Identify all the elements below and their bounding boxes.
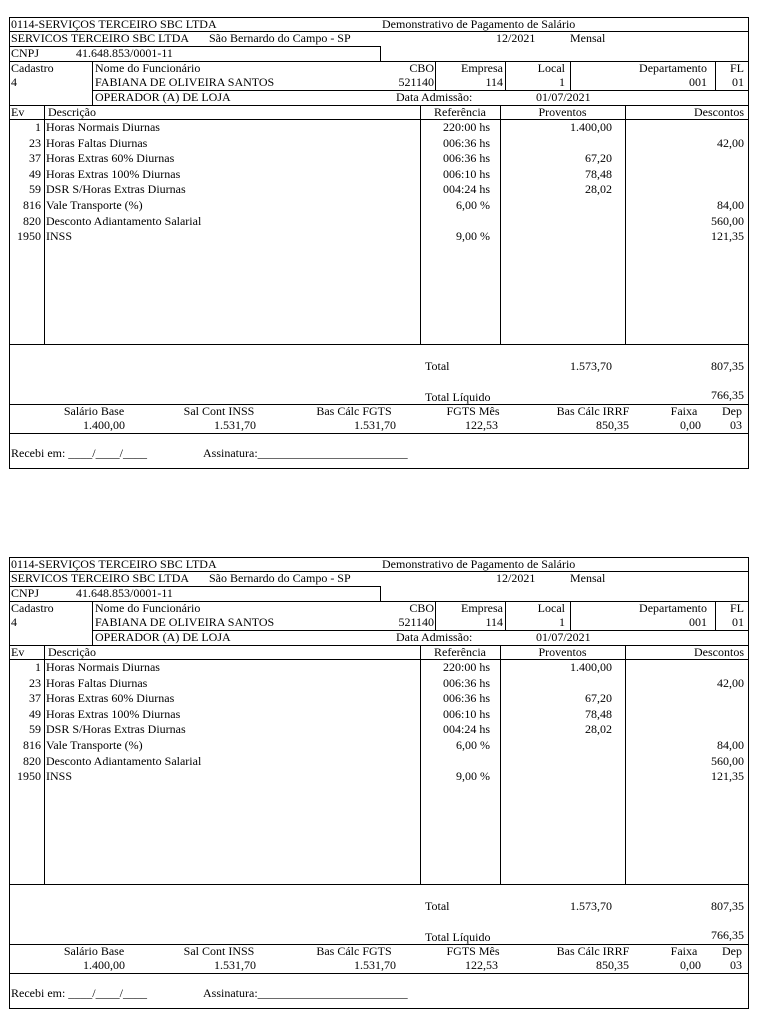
item-ev: 23 [29, 675, 41, 690]
recebi-em: Recebi em: ____/____/____ [11, 986, 147, 1000]
item-descontos: 84,00 [717, 738, 744, 752]
empresa-label: Empresa [461, 601, 503, 615]
total-proventos: 1.573,70 [570, 359, 612, 373]
assinatura: Assinatura:_________________________ [203, 986, 408, 1000]
salario-base-value: 1.400,00 [83, 418, 125, 432]
item-proventos: 67,20 [585, 151, 612, 166]
departamento-label: Departamento [639, 61, 707, 75]
table-row [9, 183, 749, 199]
fgts-mes-label: FGTS Mês [446, 404, 500, 418]
salario-base-label: Salário Base [63, 944, 125, 958]
item-ev: 816 [23, 198, 41, 212]
cadastro-label: Cadastro [11, 61, 54, 75]
item-ev: 816 [23, 738, 41, 752]
dep-value: 03 [730, 958, 742, 972]
item-description: Horas Extras 60% Diurnas [46, 691, 175, 706]
departamento-value: 001 [689, 75, 707, 89]
cbo-label: CBO [409, 601, 434, 615]
total-proventos: 1.573,70 [570, 899, 612, 913]
assinatura: Assinatura:_________________________ [203, 446, 408, 460]
payment-type: Mensal [570, 31, 606, 45]
nome-label: Nome do Funcionário [95, 61, 201, 75]
cbo-label: CBO [409, 61, 434, 75]
company-name: SERVICOS TERCEIRO SBC LTDA [11, 31, 190, 45]
item-description: Horas Faltas Diurnas [46, 675, 148, 690]
empresa-value: 114 [485, 75, 503, 89]
bas-calc-irrf-value: 850,35 [596, 418, 629, 432]
item-description: INSS [46, 229, 73, 244]
cadastro-value: 4 [11, 75, 17, 89]
fgts-mes-value: 122,53 [465, 418, 498, 432]
salario-base-value: 1.400,00 [83, 958, 125, 972]
item-description: DSR S/Horas Extras Diurnas [46, 722, 186, 737]
bas-calc-irrf-value: 850,35 [596, 958, 629, 972]
item-description: Desconto Adiantamento Salarial [46, 213, 202, 228]
company-code-name: 0114-SERVIÇOS TERCEIRO SBC LTDA [11, 17, 217, 31]
cnpj-label: CNPJ [11, 586, 40, 600]
total-label: Total [425, 899, 450, 913]
bas-calc-irrf-label: Bas Cálc IRRF [556, 944, 630, 958]
descontos-label: Descontos [694, 645, 744, 659]
sal-cont-inss-value: 1.531,70 [214, 958, 256, 972]
referencia-label: Referência [434, 645, 486, 659]
item-description: Desconto Adiantamento Salarial [46, 753, 202, 768]
cadastro-value: 4 [11, 615, 17, 629]
cnpj-value: 41.648.853/0001-11 [76, 46, 173, 60]
item-description: Horas Normais Diurnas [46, 660, 160, 674]
item-proventos: 1.400,00 [570, 660, 612, 674]
item-reference: 004:24 hs [442, 722, 490, 737]
item-proventos: 28,02 [585, 182, 612, 197]
item-ev: 820 [23, 753, 41, 768]
item-description: Horas Extras 60% Diurnas [46, 151, 175, 166]
faixa-label: Faixa [670, 404, 698, 418]
period: 12/2021 [496, 571, 536, 585]
item-descontos: 42,00 [717, 675, 744, 690]
payslip-copy-1 [9, 17, 749, 469]
table-row [9, 723, 749, 739]
item-ev: 1950 [17, 229, 41, 244]
fl-label: FL [729, 601, 744, 615]
table-row [9, 661, 749, 677]
ev-label: Ev [11, 645, 25, 659]
table-row [9, 739, 749, 755]
item-ev: 820 [23, 213, 41, 228]
faixa-value: 0,00 [680, 958, 701, 972]
item-ev: 37 [29, 691, 41, 706]
item-proventos: 78,48 [585, 706, 612, 721]
dep-value: 03 [730, 418, 742, 432]
dep-label: Dep [722, 404, 742, 418]
item-description: Vale Transporte (%) [46, 198, 143, 212]
total-liquido-value: 766,35 [711, 928, 744, 942]
table-row [9, 137, 749, 153]
item-description: DSR S/Horas Extras Diurnas [46, 182, 186, 197]
nome-label: Nome do Funcionário [95, 601, 201, 615]
table-row [9, 121, 749, 137]
item-reference: 006:36 hs [442, 151, 490, 166]
item-reference: 006:10 hs [442, 166, 490, 181]
document-title: Demonstrativo de Pagamento de Salário [382, 17, 576, 31]
company-city: São Bernardo do Campo - SP [209, 31, 351, 45]
item-ev: 37 [29, 151, 41, 166]
bas-calc-irrf-label: Bas Cálc IRRF [556, 404, 630, 418]
cargo: OPERADOR (A) DE LOJA [95, 90, 231, 104]
item-ev: 49 [29, 166, 41, 181]
item-reference: 9,00 % [456, 769, 490, 784]
item-proventos: 78,48 [585, 166, 612, 181]
total-liquido-label: Total Líquido [425, 390, 491, 404]
sal-cont-inss-label: Sal Cont INSS [183, 404, 255, 418]
proventos-label: Proventos [538, 645, 587, 659]
faixa-value: 0,00 [680, 418, 701, 432]
item-reference: 6,00 % [456, 738, 490, 752]
item-ev: 1 [35, 120, 41, 134]
item-ev: 49 [29, 706, 41, 721]
fl-label: FL [729, 61, 744, 75]
cargo: OPERADOR (A) DE LOJA [95, 630, 231, 644]
table-row [9, 770, 749, 786]
table-row [9, 708, 749, 724]
bas-calc-fgts-value: 1.531,70 [354, 958, 396, 972]
recebi-em: Recebi em: ____/____/____ [11, 446, 147, 460]
item-description: Vale Transporte (%) [46, 738, 143, 752]
cbo-value: 521140 [398, 75, 434, 89]
table-row [9, 677, 749, 693]
item-descontos: 560,00 [711, 213, 744, 228]
payment-type: Mensal [570, 571, 606, 585]
item-descontos: 84,00 [717, 198, 744, 212]
dep-label: Dep [722, 944, 742, 958]
item-description: Horas Extras 100% Diurnas [46, 166, 181, 181]
empresa-label: Empresa [461, 61, 503, 75]
departamento-value: 001 [689, 615, 707, 629]
item-descontos: 121,35 [711, 769, 744, 784]
item-description: Horas Faltas Diurnas [46, 135, 148, 150]
descricao-label: Descrição [48, 645, 96, 659]
item-proventos: 67,20 [585, 691, 612, 706]
table-row [9, 755, 749, 771]
fl-value: 01 [732, 615, 744, 629]
company-name: SERVICOS TERCEIRO SBC LTDA [11, 571, 190, 585]
item-reference: 006:36 hs [442, 691, 490, 706]
payslip-copy-2 [9, 557, 749, 1009]
bas-calc-fgts-label: Bas Cálc FGTS [316, 944, 392, 958]
item-proventos: 28,02 [585, 722, 612, 737]
cadastro-label: Cadastro [11, 601, 54, 615]
item-description: Horas Extras 100% Diurnas [46, 706, 181, 721]
bas-calc-fgts-label: Bas Cálc FGTS [316, 404, 392, 418]
table-row [9, 168, 749, 184]
item-ev: 23 [29, 135, 41, 150]
sal-cont-inss-value: 1.531,70 [214, 418, 256, 432]
item-ev: 59 [29, 722, 41, 737]
table-row [9, 692, 749, 708]
item-reference: 9,00 % [456, 229, 490, 244]
descontos-label: Descontos [694, 105, 744, 119]
data-admissao-label: Data Admissão: [396, 90, 473, 104]
item-ev: 59 [29, 182, 41, 197]
fgts-mes-label: FGTS Mês [446, 944, 500, 958]
item-reference: 006:36 hs [442, 675, 490, 690]
employee-name: FABIANA DE OLIVEIRA SANTOS [95, 615, 275, 629]
cnpj-value: 41.648.853/0001-11 [76, 586, 173, 600]
item-reference: 004:24 hs [442, 182, 490, 197]
faixa-label: Faixa [670, 944, 698, 958]
item-descontos: 121,35 [711, 229, 744, 244]
employee-name: FABIANA DE OLIVEIRA SANTOS [95, 75, 275, 89]
item-ev: 1 [35, 660, 41, 674]
item-reference: 006:36 hs [442, 135, 490, 150]
sal-cont-inss-label: Sal Cont INSS [183, 944, 255, 958]
item-reference: 220:00 hs [442, 120, 490, 134]
table-row [9, 230, 749, 246]
bas-calc-fgts-value: 1.531,70 [354, 418, 396, 432]
company-code-name: 0114-SERVIÇOS TERCEIRO SBC LTDA [11, 557, 217, 571]
item-descontos: 560,00 [711, 753, 744, 768]
table-row [9, 215, 749, 231]
period: 12/2021 [496, 31, 536, 45]
table-row [9, 152, 749, 168]
item-description: INSS [46, 769, 73, 784]
item-ev: 1950 [17, 769, 41, 784]
data-admissao-value: 01/07/2021 [536, 630, 591, 644]
proventos-label: Proventos [538, 105, 587, 119]
ev-label: Ev [11, 105, 25, 119]
item-proventos: 1.400,00 [570, 120, 612, 134]
data-admissao-value: 01/07/2021 [536, 90, 591, 104]
item-description: Horas Normais Diurnas [46, 120, 160, 134]
item-descontos: 42,00 [717, 135, 744, 150]
fl-value: 01 [732, 75, 744, 89]
total-liquido-value: 766,35 [711, 388, 744, 402]
item-reference: 220:00 hs [442, 660, 490, 674]
local-value: 1 [559, 75, 565, 89]
total-label: Total [425, 359, 450, 373]
referencia-label: Referência [434, 105, 486, 119]
local-label: Local [537, 61, 565, 75]
fgts-mes-value: 122,53 [465, 958, 498, 972]
salario-base-label: Salário Base [63, 404, 125, 418]
local-label: Local [537, 601, 565, 615]
document-title: Demonstrativo de Pagamento de Salário [382, 557, 576, 571]
cbo-value: 521140 [398, 615, 434, 629]
total-descontos: 807,35 [711, 359, 744, 373]
item-reference: 6,00 % [456, 198, 490, 212]
cnpj-label: CNPJ [11, 46, 40, 60]
descricao-label: Descrição [48, 105, 96, 119]
departamento-label: Departamento [639, 601, 707, 615]
total-descontos: 807,35 [711, 899, 744, 913]
local-value: 1 [559, 615, 565, 629]
company-city: São Bernardo do Campo - SP [209, 571, 351, 585]
table-row [9, 199, 749, 215]
total-liquido-label: Total Líquido [425, 930, 491, 944]
data-admissao-label: Data Admissão: [396, 630, 473, 644]
empresa-value: 114 [485, 615, 503, 629]
item-reference: 006:10 hs [442, 706, 490, 721]
